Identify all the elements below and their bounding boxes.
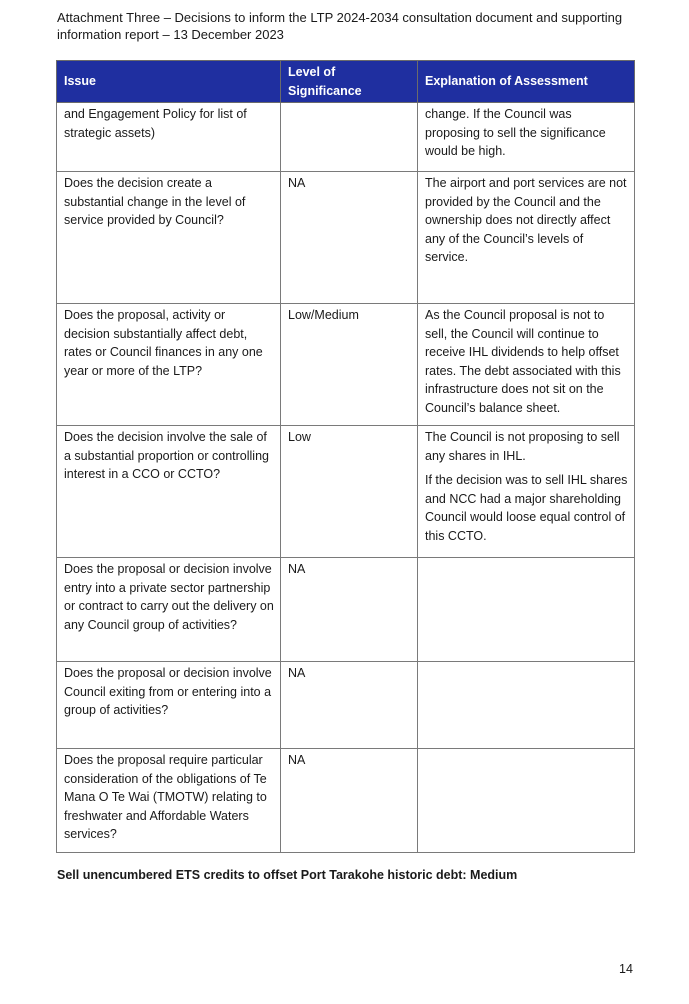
header-line-1: Attachment Three – Decisions to inform the LTP 2024-2034 consultation document and supporting xyxy=(57,10,623,25)
level-cell: Low/Medium xyxy=(281,304,418,426)
explanation-paragraph: change. If the Council was proposing to sell the significance would be high. xyxy=(425,107,606,158)
issue-cell: and Engagement Policy for list of strategic assets) xyxy=(57,103,281,172)
level-cell: NA xyxy=(281,558,418,662)
explanation-cell xyxy=(418,172,635,304)
level-cell: NA xyxy=(281,172,418,304)
explanation-cell xyxy=(418,749,635,853)
table-header-row xyxy=(57,61,635,103)
explanation-paragraph: If the decision was to sell IHL shares and NCC had a major shareholding Council would loose equal control of this CCTO. xyxy=(425,473,628,543)
issue-cell: Does the decision create a substantial change in the level of service provided by Council? xyxy=(57,172,281,304)
column-header-level: Level of Significance xyxy=(281,61,418,103)
issue-cell: Does the proposal, activity or decision substantially affect debt, rates or Council finances in any one year or more of the LTP? xyxy=(57,304,281,426)
issue-cell: Does the decision involve the sale of a substantial proportion or controlling interest in a CCO or CCTO? xyxy=(57,426,281,558)
table-row xyxy=(57,304,635,426)
explanation-cell xyxy=(418,558,635,662)
table-row xyxy=(57,426,635,558)
significance-table xyxy=(56,60,635,853)
table-row xyxy=(57,103,635,172)
document-header xyxy=(57,9,657,43)
column-header-explanation: Explanation of Assessment xyxy=(418,61,635,103)
page-number: 14 xyxy=(619,962,633,976)
table-row xyxy=(57,662,635,749)
explanation-paragraph: As the Council proposal is not to sell, the Council will continue to receive IHL dividends to help offset rates. The debt associated with this infrastructure does not sit on the Council’s balance sheet. xyxy=(425,308,621,415)
explanation-cell xyxy=(418,103,635,172)
explanation-paragraph: The airport and port services are not provided by the Council and the ownership does not directly affect any of the Council’s levels of service. xyxy=(425,176,627,264)
table-row xyxy=(57,558,635,662)
explanation-paragraph: The Council is not proposing to sell any shares in IHL. xyxy=(425,430,620,463)
explanation-cell xyxy=(418,662,635,749)
level-cell xyxy=(281,103,418,172)
issue-cell: Does the proposal or decision involve Council exiting from or entering into a group of activities? xyxy=(57,662,281,749)
explanation-cell xyxy=(418,426,635,558)
explanation-cell xyxy=(418,304,635,426)
section-heading: Sell unencumbered ETS credits to offset Port Tarakohe historic debt: Medium xyxy=(57,868,518,882)
level-cell: NA xyxy=(281,749,418,853)
column-header-issue: Issue xyxy=(57,61,281,103)
issue-cell: Does the proposal or decision involve entry into a private sector partnership or contract to carry out the delivery on any Council group of activities? xyxy=(57,558,281,662)
header-line-2: information report – 13 December 2023 xyxy=(57,27,284,42)
level-cell: Low xyxy=(281,426,418,558)
issue-cell: Does the proposal require particular consideration of the obligations of Te Mana O Te Wai (TMOTW) relating to freshwater and Affordable Waters services? xyxy=(57,749,281,853)
level-cell: NA xyxy=(281,662,418,749)
table-row xyxy=(57,749,635,853)
table-row xyxy=(57,172,635,304)
